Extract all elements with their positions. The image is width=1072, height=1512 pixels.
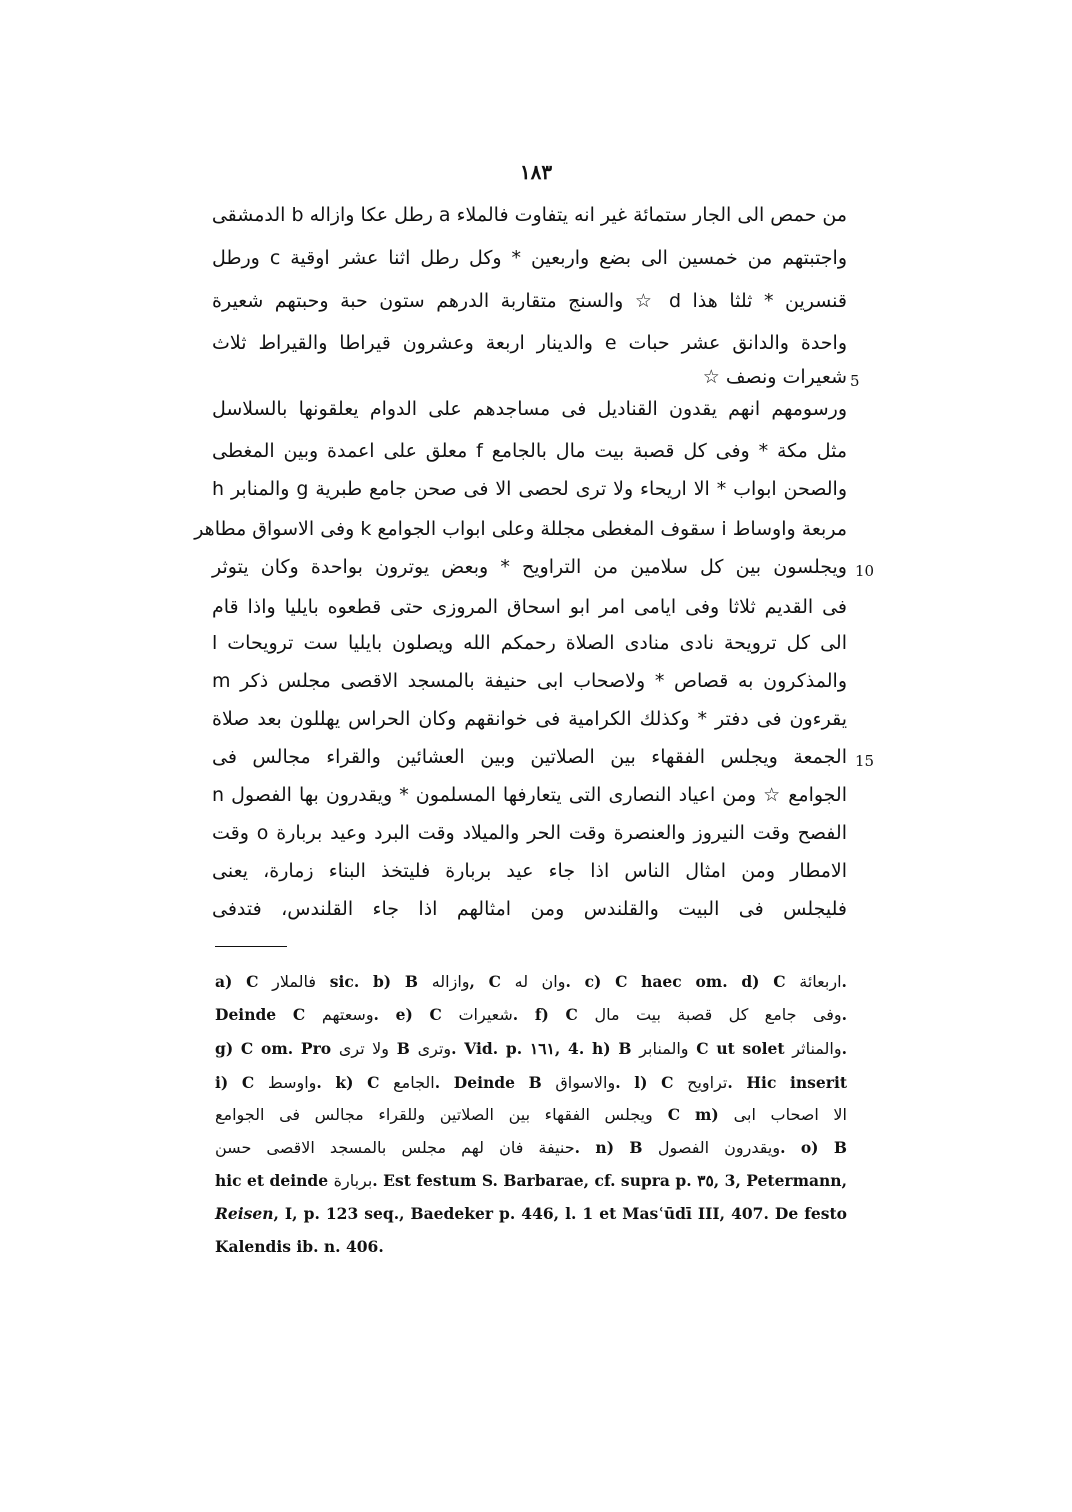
fn-c: c) C haec om. <box>584 972 728 991</box>
text-line-11: فى القديم ثلاثا وفى ايامى امر ابو اسحاق المروزى حتى قطعوه بايليا واذا قام <box>212 596 847 618</box>
text-line-4: واحدة والدانق عشر حبات e والدينار اربعة وعشرون قيراطا والقيراط ثلاث <box>212 332 848 354</box>
text-line-2: واجتبتهم من خمسين الى بضع واربعين * وكل رطل اثنا عشر اوقية c ورطل <box>212 247 848 269</box>
fn-line4-arabic2: الجامع <box>393 1073 435 1092</box>
fn-line3-arabic4: والمناثر <box>792 1039 842 1058</box>
text-line-14: يقرءون فى دفتر * وكذلك الكرامية فى خوانقهم وكان الحراس يهللون بعد صلاة <box>212 708 847 730</box>
fn-line4-part4: . l) C <box>615 1073 674 1092</box>
text-line-8: والصحن ابواب * الا اريحاء ولا ترى لحصى الا فى صحن جامع طبرية g والمنابر h <box>212 478 847 500</box>
text-line-7: مثل مكة * وفى كل قصبة بيت مال بالجامع f معلق على اعمدة وبين المغطى <box>212 440 848 462</box>
fn-line4-part5: . Hic inserit <box>727 1073 847 1092</box>
footnote-line-5 <box>215 1107 847 1123</box>
text-line-9: مربعة واوساط i سقوف المغطى مجللة وعلى ابواب الجوامع k وفى الاسواق مطاهر <box>194 518 847 540</box>
text-line-16: الجوامع ☆ ومن اعياد النصارى التى يتعارفها المسلمون * ويقدرون بها الفصول n <box>212 784 847 806</box>
footnote-line-8 <box>215 1206 847 1222</box>
fn-b-arabic-2: وان له <box>514 972 566 991</box>
footnote-line-7 <box>215 1173 847 1189</box>
fn-line5-arabic2: ويجلس الفقهاء بين الصلاتين وللقراء مجالس فى الجوامع <box>215 1105 653 1124</box>
text-line-17: الفصح وقت النيروز والعنصرة وقت الحر والميلاد وقت البرد وعيد بربارة o وقت <box>212 822 847 844</box>
line-number-10: 10 <box>855 562 875 580</box>
footnote-line-9 <box>215 1239 847 1255</box>
fn-d-arabic: اربعائة <box>799 972 842 991</box>
fn-line3-part3: . Vid. p. ١٦١, 4. h) B <box>451 1039 632 1058</box>
footnote-line-1 <box>215 974 847 990</box>
fn-line9-part1: Kalendis ib. n. 406. <box>215 1237 384 1256</box>
fn-line7-arabic1: بربارة <box>333 1171 373 1190</box>
fn-line3-arabic2: وترى <box>417 1039 452 1058</box>
line-number-15: 15 <box>855 752 875 770</box>
footnote-line-6 <box>215 1140 847 1156</box>
fn-d-end: . <box>841 972 847 991</box>
fn-b-sep: , C <box>469 972 501 991</box>
text-line-6: ورسومهم انهم يقدون القناديل فى مساجدهم على الدوام يعلقونها بالسلاسل <box>212 398 847 420</box>
footnote-divider <box>215 946 287 947</box>
footnote-line-4 <box>215 1075 847 1091</box>
fn-line2-arabic3: وفى جامع كل قصبة بيت مال <box>594 1005 842 1024</box>
text-line-10: ويجلسون بين كل سلامين من التراويح * وبعض يوترون بواحدة وكان يتوثر <box>212 556 847 578</box>
fn-line3-arabic1: ولا ترى <box>338 1039 389 1058</box>
fn-a-sic: sic. <box>329 972 360 991</box>
fn-line3-part5: . <box>841 1039 847 1058</box>
fn-line6-arabic1: حنيفة فان لهم مجلس بالمسجد الاقصى حسن <box>215 1138 575 1157</box>
text-line-19: فليجلس فى البيت والقلندس ومن امثالهم اذا جاء القلندس، فتدفى <box>212 898 847 920</box>
fn-b-arabic: وازاله <box>431 972 470 991</box>
fn-line6-part2: . o) B <box>780 1138 847 1157</box>
fn-line2-arabic2: شعيرات <box>458 1005 513 1024</box>
fn-b-end: . <box>565 972 571 991</box>
fn-line5-arabic1: الا اصحاب ابى <box>733 1105 847 1124</box>
fn-line3-part2: B <box>396 1039 410 1058</box>
fn-a-arabic: فالملار <box>272 972 317 991</box>
fn-line7-part2: . Est festum S. Barbarae, cf. supra p. ٣٥, 3, Petermann, <box>372 1171 847 1190</box>
fn-line4-arabic1: واوسط <box>267 1073 317 1092</box>
fn-line3-arabic3: والمنابر <box>639 1039 689 1058</box>
fn-line7-part1: hic et deinde <box>215 1171 329 1190</box>
fn-line2-part2: . e) C <box>373 1005 442 1024</box>
fn-line2-arabic1: وسعتهم <box>321 1005 374 1024</box>
fn-line2-part4: . <box>841 1005 847 1024</box>
fn-line4-arabic4: تراويح <box>687 1073 728 1092</box>
footnote-line-3 <box>215 1041 847 1057</box>
fn-line4-part2: . k) C <box>316 1073 380 1092</box>
fn-line6-arabic2: ويقدرون الفصول <box>657 1138 781 1157</box>
fn-line4-arabic3: والاسواق <box>555 1073 616 1092</box>
text-line-1: من حمص الى الجار ستمائة غير انه يتفاوت فالملاء a رطل عكا وازاله b الدمشقى <box>211 204 847 226</box>
fn-line4-part1: i) C <box>215 1073 255 1092</box>
fn-line2-part3: . f) C <box>512 1005 578 1024</box>
fn-line2-part1: Deinde C <box>215 1005 306 1024</box>
fn-line6-part1: . n) B <box>574 1138 643 1157</box>
fn-line8-reisen: Reisen <box>215 1204 274 1223</box>
text-line-18: الامطار ومن امثال الناس اذا جاء عيد بربارة فليتخذ البناء زمارة، يعنى <box>212 860 847 882</box>
text-line-12: الى كل ترويحة نادى منادى الصلاة رحمكم الله ويصلون بايليا ست ترويحات l <box>212 632 847 654</box>
fn-a-label: a) C <box>215 972 259 991</box>
text-line-13: والمذكرون به قصاص * ولاصحاب ابى حنيفة بالمسجد الاقصى مجلس ذكر m <box>212 670 847 692</box>
fn-line3-part1: g) C om. Pro <box>215 1039 332 1058</box>
fn-d-label: d) C <box>741 972 786 991</box>
text-line-15: الجمعة ويجلس الفقهاء بين الصلاتين وبين العشائين والقراء مجالس فى <box>212 746 847 768</box>
text-line-3: قنسرين * ثلثا هذا d ☆ والسنج متقاربة الدرهم ستون حبة وحبتهم شعيرة <box>212 290 847 312</box>
fn-b-label: b) B <box>372 972 418 991</box>
fn-line8-part1: , I, p. 123 seq., Baedeker p. 446, l. 1 et Masʿūdī III, 407. De festo <box>273 1204 847 1223</box>
fn-line3-part4: C ut solet <box>696 1039 785 1058</box>
footnote-line-2 <box>215 1007 847 1023</box>
page-number: ١٨٣ <box>519 160 553 184</box>
fn-line5-part1: C m) <box>667 1105 719 1124</box>
line-number-5: 5 <box>850 372 860 390</box>
fn-line4-part3: . Deinde B <box>434 1073 542 1092</box>
text-line-5: شعيرات ونصف ☆ <box>702 366 847 388</box>
